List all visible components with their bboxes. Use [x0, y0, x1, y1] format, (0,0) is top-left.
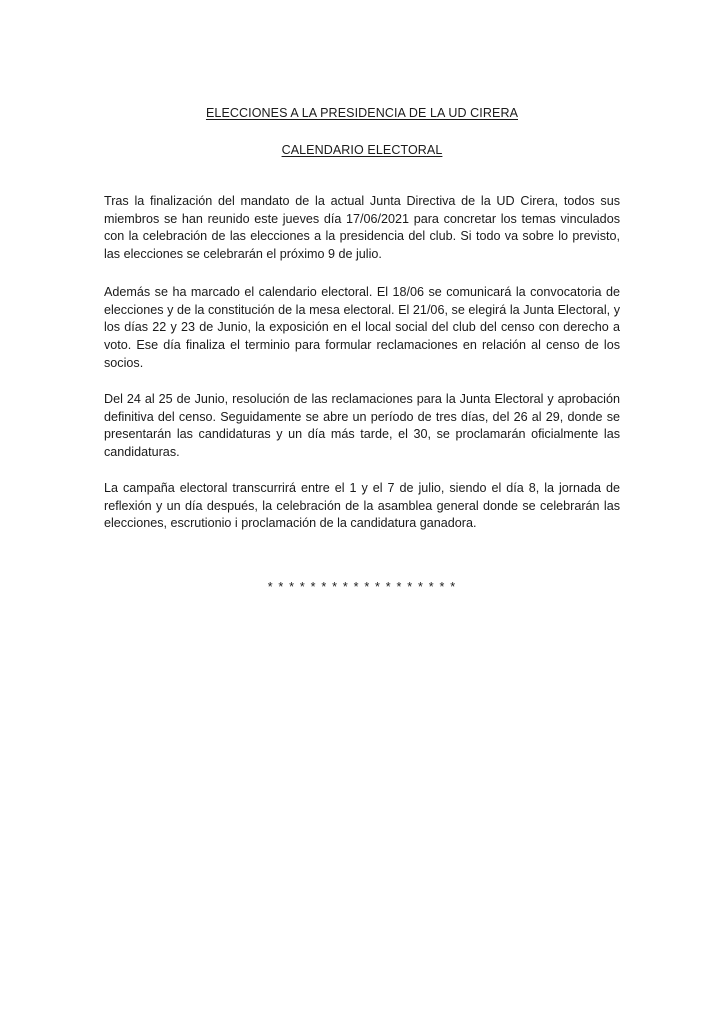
paragraph-2: Además se ha marcado el calendario electoral. El 18/06 se comunicará la convocatoria de elecciones y de la constitución de la mesa electoral. El 21/06, se elegirá la Junta Electoral, y los días 22 y 23 de Junio, la exposición en el local social del club del censo con derecho a voto. Ese día finaliza el terminio para formular reclamaciones en relación al censo de los socios.: [104, 285, 620, 370]
document-subtitle: CALENDARIO ELECTORAL: [281, 143, 443, 157]
asterisk-separator: * * * * * * * * * * * * * * * * * *: [267, 580, 457, 594]
paragraph-4: La campaña electoral transcurrirá entre el 1 y el 7 de julio, siendo el día 8, la jornada de reflexión y un día después, la celebración de la asamblea general donde se celebrarán las elecciones, escrutionio i proclamación de la candidatura ganadora.: [104, 481, 620, 531]
document-title: ELECCIONES A LA PRESIDENCIA DE LA UD CIRERA: [205, 106, 519, 120]
paragraph-1: Tras la finalización del mandato de la actual Junta Directiva de la UD Cirera, todos sus miembros se han reunido este jueves día 17/06/2021 para concretar los temas vinculados con la celebración de las elecciones a la presidencia del club. Si todo va sobre lo previsto, las elecciones se celebrarán el próximo 9 de julio.: [104, 194, 620, 262]
paragraph-3: Del 24 al 25 de Junio, resolución de las reclamaciones para la Junta Electoral y aprobación definitiva del censo. Seguidamente se abre un período de tres días, del 26 al 29, donde se presentarán las candidaturas y un día más tarde, el 30, se proclamarán oficialmente las candidaturas.: [104, 392, 620, 460]
